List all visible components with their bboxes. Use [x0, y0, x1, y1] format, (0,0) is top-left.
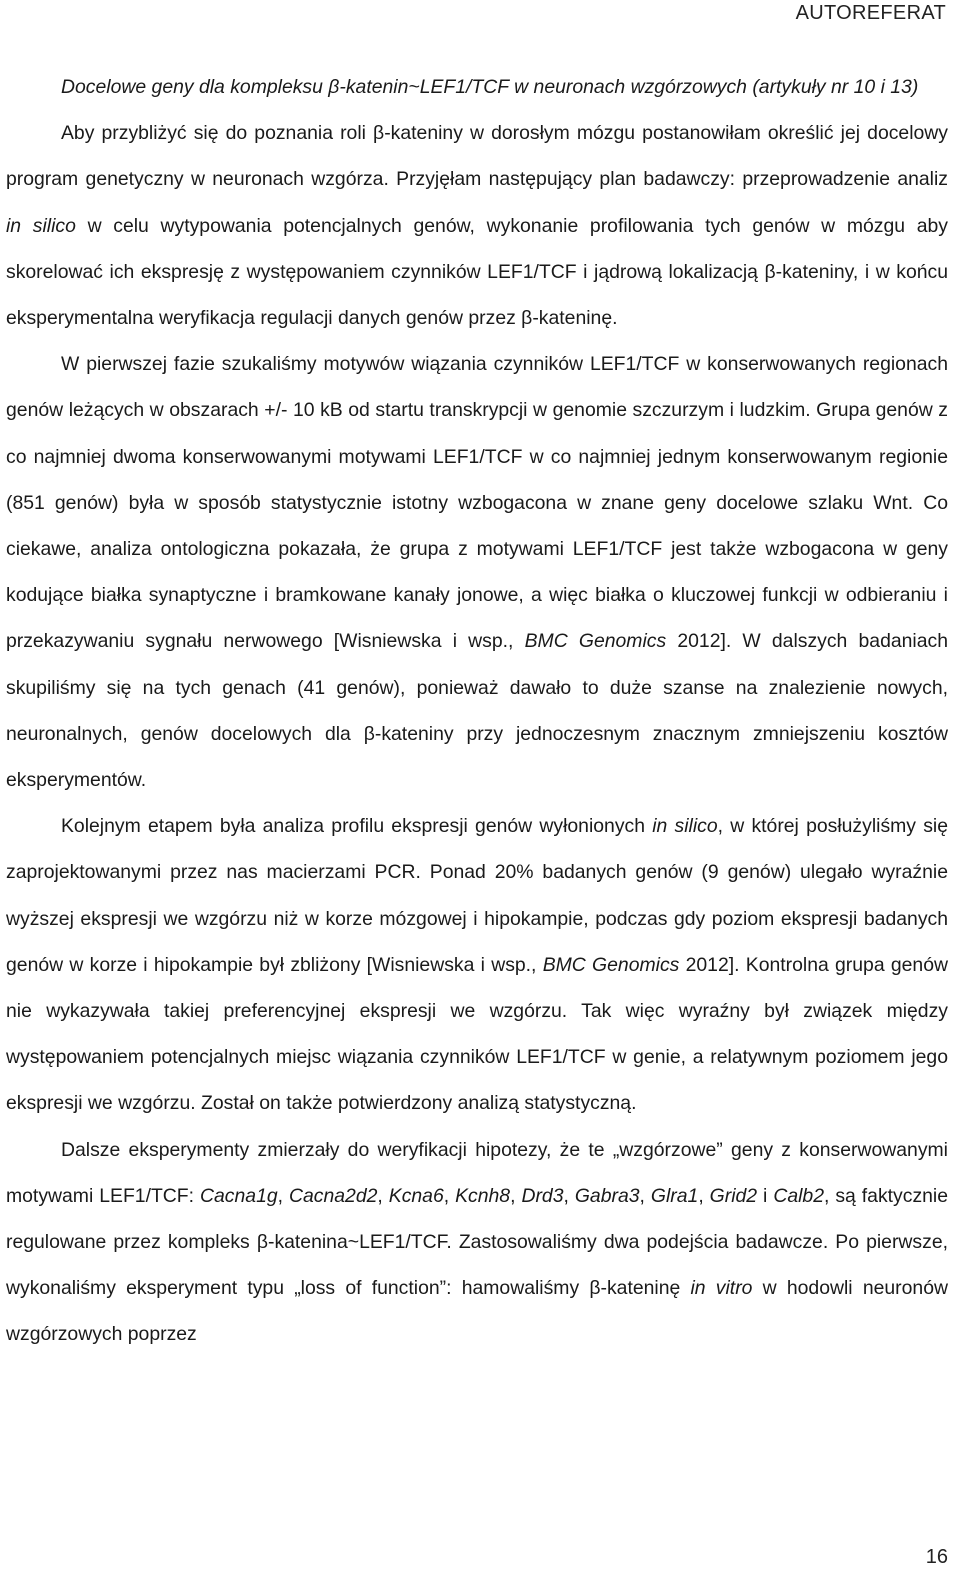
- gene-separator: ,: [510, 1184, 522, 1207]
- paragraph-1: [6, 110, 948, 341]
- gene-name: Glra1: [650, 1184, 699, 1207]
- paragraph-3-text-a: Kolejnym etapem była analiza profilu ekspresji genów wyłonionych: [61, 815, 653, 838]
- gene-separator: ,: [698, 1184, 710, 1207]
- page-body: [6, 64, 948, 1358]
- gene-name: Kcnh8: [455, 1184, 511, 1207]
- paragraph-2-text-c: 2012]. W dalszych badaniach skupiliśmy się na tych genach (41 genów), ponieważ dawało to duże szanse na znalezienie nowych, neuronalnych, genów docelowych dla β-kateniny przy jednoczesnym znacznym zmniejszeniu kosztów eksperymentów.: [6, 630, 949, 792]
- gene-name: Grid2: [709, 1184, 758, 1207]
- gene-name: Gabra3: [574, 1184, 640, 1207]
- section-title: Docelowe geny dla kompleksu β-katenin~LEF1/TCF w neuronach wzgórzowych (artykuły nr 10 i 13): [61, 76, 919, 98]
- gene-name: Calb2: [773, 1184, 824, 1207]
- gene-name: Drd3: [521, 1184, 564, 1207]
- gene-separator: ,: [563, 1184, 575, 1207]
- paragraph-4-text-d: w hodowli neuronów wzgórzowych poprzez: [6, 1277, 948, 1346]
- paragraph-4-text-a: Dalsze eksperymenty zmierzały do weryfikacji hipotezy, że te „wzgórzowe” geny z konserwowanymi motywami LEF1/TCF:: [6, 1138, 948, 1207]
- gene-separator: ,: [443, 1184, 456, 1207]
- page-number: 16: [925, 1546, 948, 1568]
- paragraph-3: [6, 803, 948, 1126]
- paragraph-4-text-b: , są faktycznie regulowane przez kompleks β-katenina~LEF1/TCF. Zastosowaliśmy dwa podejścia badawcze. Po pierwsze, wykonaliśmy eksperyment typu „loss of function”: hamowaliśmy β-kateninę: [6, 1184, 949, 1300]
- gene-separator: ,: [277, 1184, 289, 1207]
- paragraph-1-text-c: w celu wytypowania potencjalnych genów, wykonanie profilowania tych genów w mózgu aby skorelować ich ekspresję z występowaniem czynników LEF1/TCF i jądrową lokalizacją β-kateniny, i w końcu eksperymentalna weryfikacja regulacji danych genów przez β-kateninę.: [6, 214, 948, 330]
- paragraph-3-italic-journal: BMC Genomics: [542, 953, 680, 976]
- paragraph-1-italic-in-silico: in silico: [6, 214, 76, 237]
- gene-separator: ,: [639, 1184, 651, 1207]
- paragraph-2-text-a: W pierwszej fazie szukaliśmy motywów wiązania czynników LEF1/TCF w konserwowanych regionach genów leżących w obszarach +/- 10 kB od startu transkrypcji w genomie szczurzym i ludzkim. Grupa genów z co najmniej dwoma konserwowanymi motywami LEF1/TCF w co najmniej jednym konserwowanym regionie (851 genów) była w sposób statystycznie istotny wzbogacona w znane geny docelowe szlaku Wnt. Co ciekawe, analiza ontologiczna pokazała, że grupa z motywami LEF1/TCF jest także wzbogacona w geny kodujące białka synaptyczne i bramkowane kanały jonowe, a więc białka o kluczowej funkcji w odbieraniu i przekazywaniu sygnału nerwowego [Wisniewska i wsp.,: [6, 353, 948, 653]
- paragraph-1-text-a: Aby przybliżyć się do poznania roli β-kateniny w dorosłym mózgu postanowiłam określić jej docelowy program genetyczny w neuronach wzgórza. Przyjęłam następujący plan badawczy: przeprowadzenie analiz: [6, 122, 948, 191]
- gene-name: Kcna6: [388, 1184, 444, 1207]
- paragraph-3-text-c: , w której posłużyliśmy się zaprojektowanymi przez nas macierzami PCR. Ponad 20% badanych genów (9 genów) ulegało wyraźnie wyższej ekspresji we wzgórzu niż w korze mózgowej i hipokampie, podczas gdy poziom ekspresji badanych genów w korze i hipokampie był zbliżony [Wisniewska i wsp.,: [6, 815, 948, 976]
- paragraph-3-italic-in-silico: in silico: [652, 815, 718, 838]
- gene-name: Cacna1g: [200, 1184, 278, 1207]
- paragraph-2: [6, 341, 948, 803]
- paragraph-3-text-e: 2012]. Kontrolna grupa genów nie wykazywała takiej preferencyjnej ekspresji we wzgórzu. Tak więc wyraźny był związek między występowaniem potencjalnych miejsc wiązania czynników LEF1/TCF w genie, a relatywnym poziomem jego ekspresji we wzgórzu. Został on także potwierdzony analizą statystyczną.: [6, 953, 948, 1115]
- gene-separator: ,: [377, 1184, 389, 1207]
- gene-separator: i: [757, 1184, 774, 1207]
- paragraph-4: [6, 1127, 948, 1358]
- running-header: AUTOREFERAT: [795, 2, 946, 24]
- paragraph-2-italic-journal: BMC Genomics: [524, 630, 667, 653]
- gene-name: Cacna2d2: [289, 1184, 378, 1207]
- paragraph-4-italic-in-vitro: in vitro: [690, 1277, 753, 1300]
